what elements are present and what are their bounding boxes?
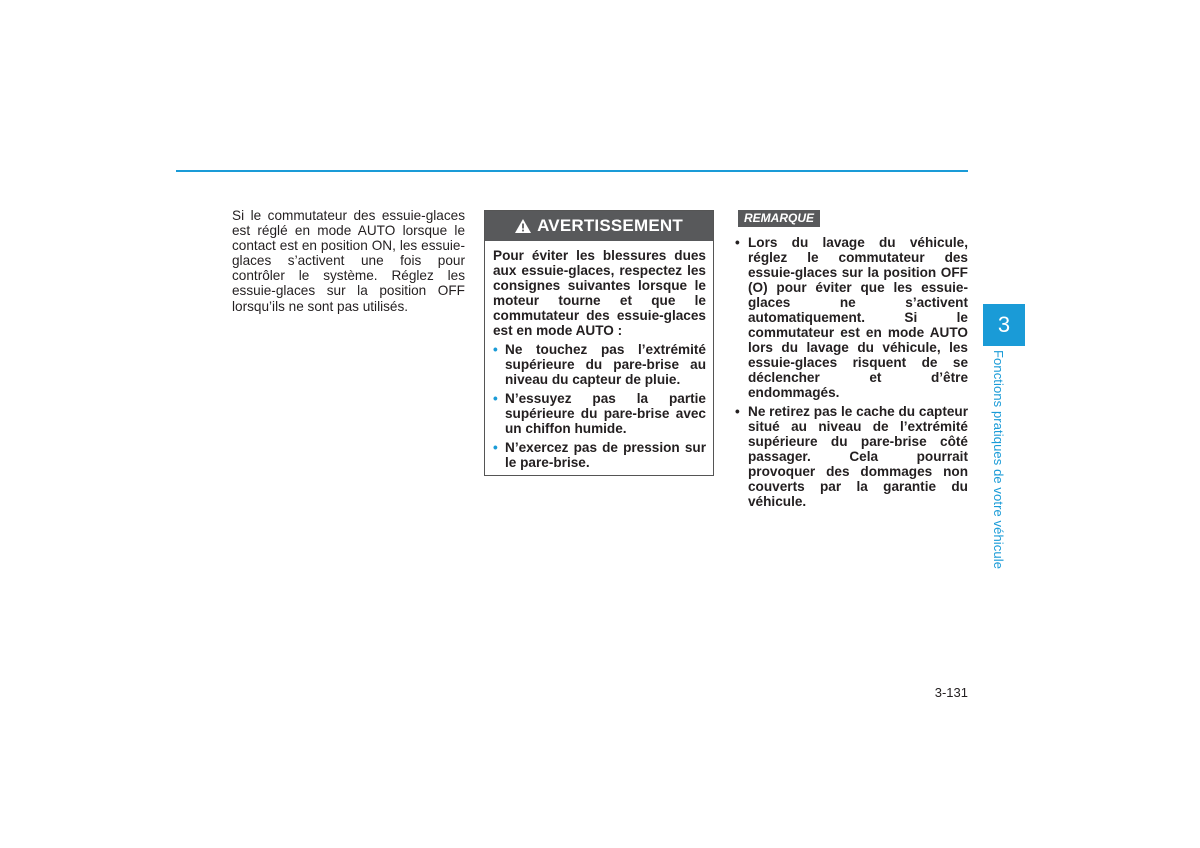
chapter-title	[992, 350, 1012, 580]
bullet-icon: •	[493, 440, 498, 455]
bullet-icon: •	[493, 391, 498, 406]
body-paragraph: Si le commutateur des essuie-glaces est réglé en mode AUTO lorsque le contact est en position ON, les essuie-glaces s’activent une fois pour contrôler le système. Réglez les essuie-glaces sur la position OFF lorsqu’ils ne sont pas utilisés.	[232, 208, 465, 314]
warning-header	[485, 211, 713, 241]
chapter-title-text: Fonctions pratiques de votre véhicule	[991, 350, 1006, 570]
note-list	[735, 235, 968, 513]
list-item: • N’exercez pas de pression sur le pare-brise.	[493, 440, 706, 470]
chapter-number-tab: 3	[983, 304, 1025, 346]
list-item: • Ne touchez pas l’extrémité supérieure du pare-brise au niveau du capteur de pluie.	[493, 342, 706, 387]
warning-box	[484, 210, 714, 476]
bullet-icon: •	[735, 404, 740, 419]
header-rule	[176, 170, 968, 172]
bullet-icon: •	[493, 342, 498, 357]
list-item: • N’essuyez pas la partie supérieure du pare-brise avec un chiffon humide.	[493, 391, 706, 436]
page-number: 3-131	[934, 685, 968, 700]
warning-intro: Pour éviter les blessures dues aux essuie-glaces, respectez les consignes suivantes lorsque le moteur tourne et que le commutateur des essuie-glaces est en mode AUTO :	[493, 248, 706, 338]
bullet-icon: •	[735, 235, 740, 250]
list-item: • Ne retirez pas le cache du capteur situé au niveau de l’extrémité supérieure du pare-brise côté passager. Cela pourrait provoquer des dommages non couverts par la garantie du véhicule.	[735, 404, 968, 509]
warning-title: AVERTISSEMENT	[537, 216, 683, 235]
warning-list	[493, 342, 706, 470]
note-label: REMARQUE	[738, 210, 820, 227]
list-item: • Lors du lavage du véhicule, réglez le commutateur des essuie-glaces sur la position OFF (O) pour éviter que les essuie-glaces ne s’activent automatiquement. Si le commutateur est en mode AUTO lors du lavage du véhicule, les essuie-glaces risquent de se déclencher et d’être endommagés.	[735, 235, 968, 400]
warning-body	[485, 241, 713, 470]
warning-triangle-icon	[515, 219, 531, 233]
